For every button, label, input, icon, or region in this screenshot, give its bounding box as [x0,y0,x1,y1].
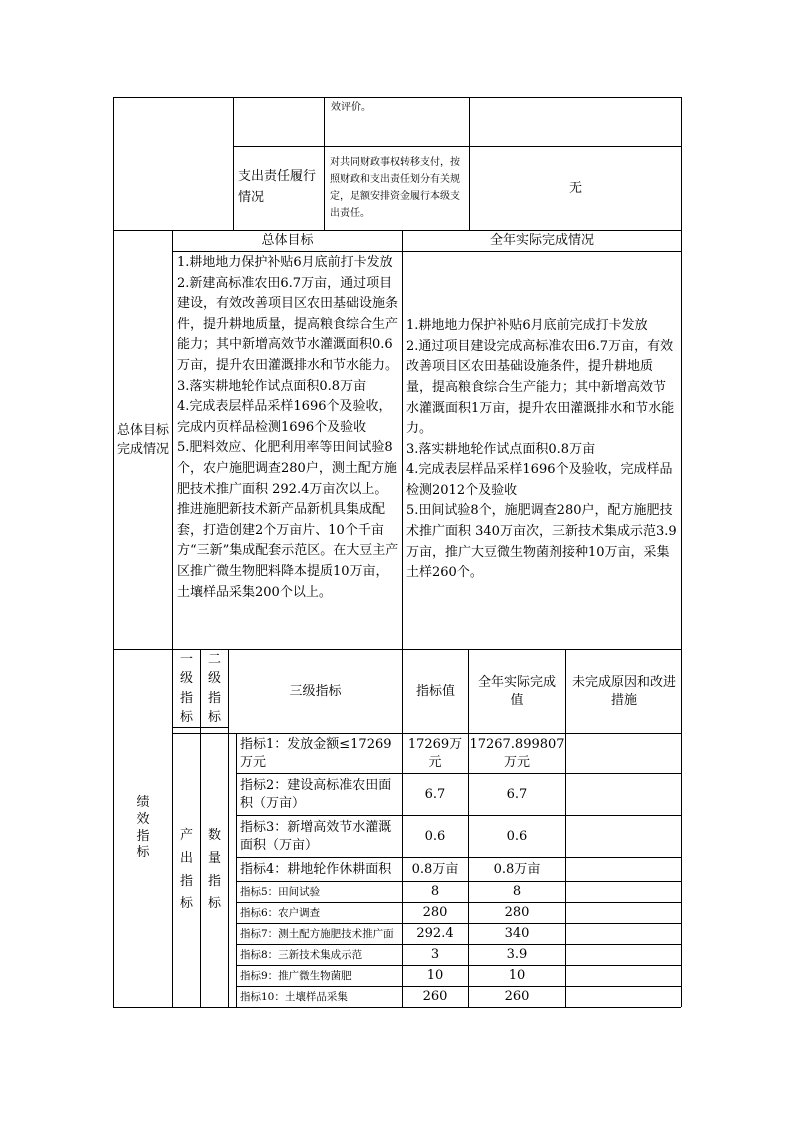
indicator-row-1-name: 指标1：发放金额≤17269万元 [240,737,392,770]
indicator-row-10-name: 指标10：土壤样品采集 [240,990,348,1003]
expenditure-responsibility-desc: 对共同财政事权转移支付，按照财政和支出责任划分有关规定，足额安排资金履行本级支出责任。 [330,157,460,219]
indicator-row-9-actual: 10 [508,968,526,984]
goals-overall-text: 1.耕地地力保护补贴6月底前打卡发放 2.新建高标准农田6.7万亩，通过项目建设，有效改善项目区农田基础设施条件，提升耕地质量，提高粮食综合生产能力；其中新增高效节水灌溉面积0.6万亩，提升农田灌溉排水和节水能力。 3.落实耕地轮作试点面积0.8万亩 4.完成表层样品采样1696个及验收，完成内页样品检测1696个及验收 5.肥料效应、化肥利用率等田间试验8个，农户施肥调查280户，测土配方施肥技术推广面积 292.4万亩次以上。推进施肥新技术新产品新机具集成配套，打造创建2个万亩片、10个千亩方“三新”集成配套示范区。在大豆主产区推广微生物肥料降本提质10万亩，土壤样品采集200个以上。 [177,255,399,600]
indicator-row-6-value: 280 [422,905,448,921]
indicator-row-3-name: 指标3：新增高效节水灌溉面积（万亩） [240,820,392,853]
indicator-row-8-value: 3 [430,947,440,963]
indicator-row-4-name: 指标4：耕地轮作休耕面积 [240,861,392,877]
header-actual: 全年实际完成值 [477,674,556,708]
indicator-row-2-actual: 6.7 [506,786,528,802]
indicator-row-2-name: 指标2：建设高标准农田面积（万亩） [240,778,392,811]
expenditure-responsibility-label: 支出责任履行情况 [238,169,317,205]
header-level2 [201,650,228,727]
level2-quantity-text: 数量指标 [207,828,221,912]
indicator-row-5-value: 8 [430,884,440,900]
indicator-row-2-value: 6.7 [424,786,446,802]
indicator-row-6-name: 指标6：农户调查 [240,906,321,919]
indicator-row-10-actual: 260 [504,989,530,1005]
header-level1-text: 一级指标 [179,651,193,725]
indicator-row-4-value: 0.8万亩 [411,861,459,877]
goals-actual-text: 1.耕地地力保护补贴6月底前完成打卡发放 2.通过项目建设完成高标准农田6.7万亩，有效改善项目区农田基础设施条件，提升耕地质量，提高粮食综合生产能力；其中新增高效节水灌溉面积1万亩，提升农田灌溉排水和节水能力。 3.落实耕地轮作试点面积0.8万亩 4.完成表层样品采样1696个及验收，完成样品检测2012个及验收 5.田间试验8个，施肥调查280户，配方施肥技术推广面积 340万亩次，三新技术集成示范3.9万亩，推广大豆微生物菌剂接种10万亩，采集土样260个。 [406,318,677,581]
indicator-row-3-actual: 0.6 [506,828,528,844]
indicators-section-label [116,650,170,1007]
top-row1-text: 效评价。 [331,102,371,113]
goals-col-actual-header: 全年实际完成情况 [489,233,594,249]
header-value: 指标值 [415,683,455,699]
indicator-row-3-value: 0.6 [424,828,446,844]
goals-section-label: 总体目标完成情况 [116,422,169,457]
level1-output-text: 产出指标 [179,828,193,912]
goals-col-overall-header: 总体目标 [261,233,314,249]
level2-quantity [201,734,228,1007]
indicator-row-7-name: 指标7：测土配方施肥技术推广面 [240,927,394,940]
indicator-row-8-actual: 3.9 [506,947,528,963]
indicator-row-10-value: 260 [422,989,448,1005]
indicator-row-7-value: 292.4 [416,926,454,942]
indicator-row-1-actual: 17267.899807万元 [469,736,565,770]
level1-output [173,734,200,1007]
indicator-row-1-value: 17269万元 [407,736,463,770]
indicator-row-9-value: 10 [426,968,444,984]
header-level1 [173,650,200,727]
header-level3: 三级指标 [289,683,342,699]
expenditure-responsibility-value: 无 [568,180,582,196]
indicator-row-5-name: 指标5：田间试验 [240,885,321,898]
indicator-row-7-actual: 340 [504,926,530,942]
indicator-row-8-name: 指标8：三新技术集成示范 [240,948,363,961]
indicators-section-label-text: 绩效指标 [136,794,150,861]
header-level2-text: 二级指标 [207,651,221,725]
indicator-row-5-actual: 8 [512,884,522,900]
indicator-row-4-actual: 0.8万亩 [493,861,541,877]
header-reason: 未完成原因和改进措施 [571,674,676,708]
indicator-row-9-name: 指标9：推广微生物菌肥 [240,969,352,982]
indicator-row-6-actual: 280 [504,905,530,921]
